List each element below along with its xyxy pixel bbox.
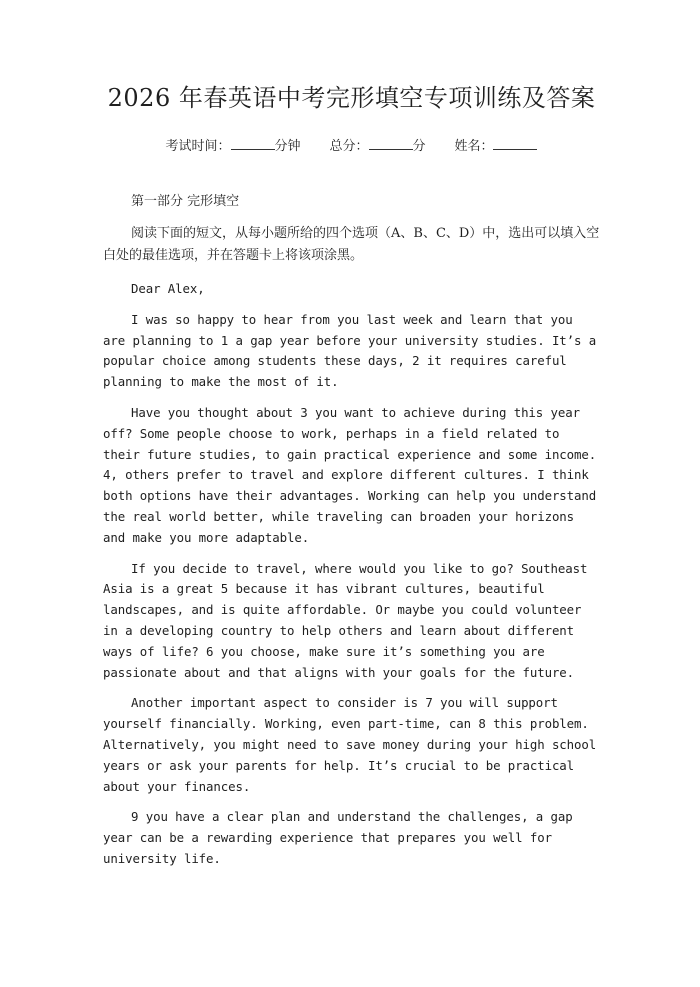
- exam-time-unit: 分钟: [274, 139, 301, 154]
- passage: [103, 279, 600, 870]
- student-name-blank[interactable]: [493, 136, 537, 150]
- instructions: 阅读下面的短文，从每小题所给的四个选项（A、B、C、D）中，选出可以填入空白处的最佳选项，并在答题卡上将该项涂黑。: [103, 226, 600, 263]
- exam-time-blank[interactable]: [231, 136, 275, 150]
- document-title: 2026 年春英语中考完形填空专项训练及答案: [107, 84, 596, 112]
- total-score-label: 总分：: [329, 139, 369, 154]
- document-page: [0, 82, 700, 987]
- exam-meta-line: [103, 136, 600, 156]
- total-score-unit: 分: [412, 139, 426, 154]
- passage-paragraph-5: 9 you have a clear plan and understand the challenges, a gap year can be a rewarding experience that prepares you well for university life.: [103, 809, 573, 866]
- student-name-label: 姓名：: [454, 139, 494, 154]
- total-score-blank[interactable]: [369, 136, 413, 150]
- passage-paragraph-2: Have you thought about 3 you want to achieve during this year off? Some people choose to work, perhaps in a field related to their future studies, to gain practical experience and some income. 4, others prefer to travel and explore different cultures. I think both options have their advantages. Working can help you understand the real world better, while traveling can broaden your horizons and make you more adaptable.: [103, 404, 597, 545]
- section-heading: 第一部分 完形填空: [131, 194, 240, 209]
- letter-greeting: Dear Alex,: [131, 281, 205, 296]
- passage-paragraph-3: If you decide to travel, where would you like to go? Southeast Asia is a great 5 because it has vibrant cultures, beautiful landscapes, and is quite affordable. Or maybe you could volunteer in a developing country to help others and learn about different ways of life? 6 you choose, make sure it’s something you are passionate about and that aligns with your goals for the future.: [103, 560, 588, 680]
- passage-paragraph-1: I was so happy to hear from you last week and learn that you are planning to 1 a gap year before your university studies. It’s a popular choice among students these days, 2 it requires careful planning to make the most of it.: [103, 311, 597, 390]
- passage-paragraph-4: Another important aspect to consider is 7 you will support yourself financially. Working, even part-time, can 8 this problem. Alternatively, you might need to save money during your high school years or ask your parents for help. It’s crucial to be practical about your finances.: [103, 695, 597, 794]
- exam-time-label: 考试时间：: [165, 139, 231, 154]
